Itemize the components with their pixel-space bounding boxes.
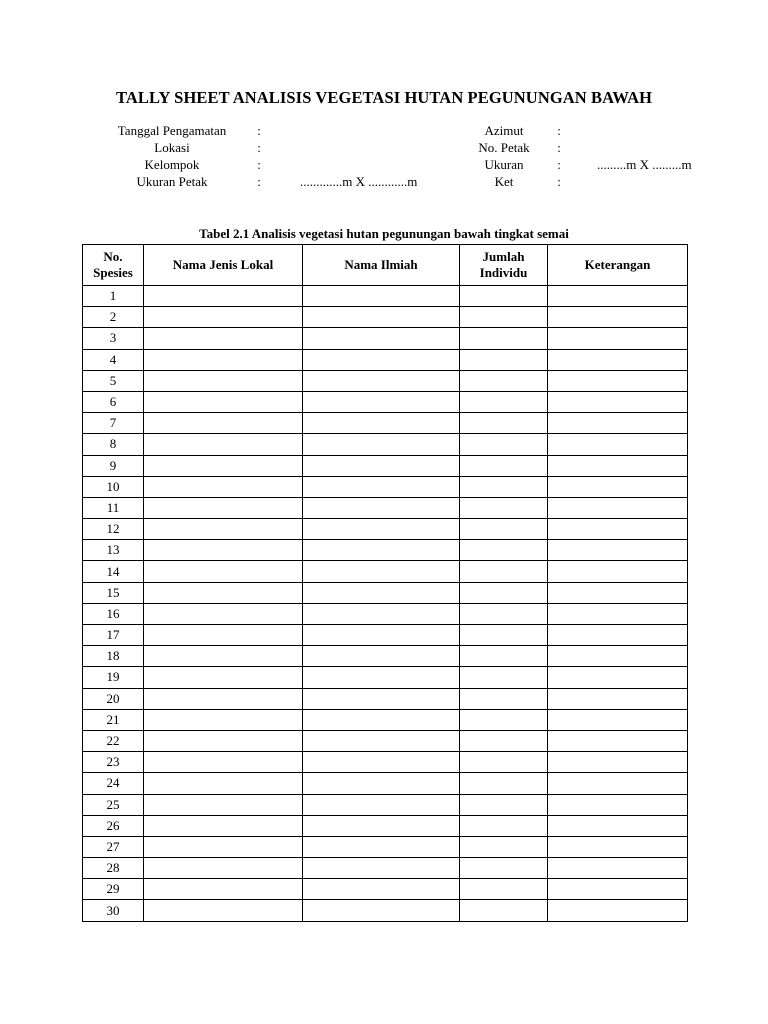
row-number: 6 <box>83 391 144 412</box>
scientific-name-cell[interactable] <box>303 307 460 328</box>
table-row <box>83 752 688 773</box>
local-name-cell[interactable] <box>144 476 303 497</box>
count-cell[interactable] <box>460 603 548 624</box>
header-keterangan: Keterangan <box>548 245 688 286</box>
meta-row-ukuran-petak <box>100 173 417 190</box>
notes-cell[interactable] <box>548 307 688 328</box>
notes-cell[interactable] <box>548 667 688 688</box>
local-name-cell[interactable] <box>144 434 303 455</box>
count-cell[interactable] <box>460 455 548 476</box>
count-cell[interactable] <box>460 391 548 412</box>
row-number: 7 <box>83 413 144 434</box>
count-cell[interactable] <box>460 688 548 709</box>
scientific-name-cell[interactable] <box>303 858 460 879</box>
table-row <box>83 286 688 307</box>
local-name-cell[interactable] <box>144 540 303 561</box>
header-text: Individu <box>479 265 528 280</box>
table-row <box>83 349 688 370</box>
meta-colon: : <box>557 174 561 189</box>
row-number: 8 <box>83 434 144 455</box>
table-row <box>83 561 688 582</box>
meta-label: Azimut <box>484 123 524 138</box>
count-cell[interactable] <box>460 773 548 794</box>
table-body <box>83 286 688 922</box>
table-row <box>83 434 688 455</box>
count-cell[interactable] <box>460 540 548 561</box>
row-number: 16 <box>83 603 144 624</box>
meta-row-ukuran <box>467 156 692 173</box>
notes-cell[interactable] <box>548 900 688 921</box>
notes-cell[interactable] <box>548 773 688 794</box>
row-number: 20 <box>83 688 144 709</box>
count-cell[interactable] <box>460 286 548 307</box>
local-name-cell[interactable] <box>144 519 303 540</box>
table-row <box>83 688 688 709</box>
meta-label: No. Petak <box>478 140 530 155</box>
local-name-cell[interactable] <box>144 815 303 836</box>
local-name-cell[interactable] <box>144 836 303 857</box>
count-cell[interactable] <box>460 646 548 667</box>
table-row <box>83 582 688 603</box>
table-row <box>83 391 688 412</box>
row-number: 13 <box>83 540 144 561</box>
local-name-cell[interactable] <box>144 370 303 391</box>
scientific-name-cell[interactable] <box>303 688 460 709</box>
row-number: 4 <box>83 349 144 370</box>
scientific-name-cell[interactable] <box>303 286 460 307</box>
count-cell[interactable] <box>460 858 548 879</box>
table-row <box>83 603 688 624</box>
count-cell[interactable] <box>460 561 548 582</box>
local-name-cell[interactable] <box>144 709 303 730</box>
table-row <box>83 900 688 921</box>
meta-label: Ukuran <box>484 157 524 172</box>
notes-cell[interactable] <box>548 858 688 879</box>
notes-cell[interactable] <box>548 752 688 773</box>
count-cell[interactable] <box>460 349 548 370</box>
count-cell[interactable] <box>460 794 548 815</box>
table-row <box>83 794 688 815</box>
table-row <box>83 858 688 879</box>
row-number: 21 <box>83 709 144 730</box>
count-cell[interactable] <box>460 836 548 857</box>
table-row <box>83 519 688 540</box>
row-number: 9 <box>83 455 144 476</box>
row-number: 10 <box>83 476 144 497</box>
local-name-cell[interactable] <box>144 773 303 794</box>
scientific-name-cell[interactable] <box>303 349 460 370</box>
local-name-cell[interactable] <box>144 391 303 412</box>
row-number: 11 <box>83 497 144 518</box>
table-header-row <box>83 245 688 286</box>
table-row <box>83 413 688 434</box>
notes-cell[interactable] <box>548 328 688 349</box>
table-row <box>83 370 688 391</box>
notes-cell[interactable] <box>548 540 688 561</box>
row-number: 29 <box>83 879 144 900</box>
scientific-name-cell[interactable] <box>303 561 460 582</box>
header-text: No. <box>103 249 123 264</box>
row-number: 26 <box>83 815 144 836</box>
meta-row-no-petak <box>467 139 692 156</box>
local-name-cell[interactable] <box>144 497 303 518</box>
count-cell[interactable] <box>460 370 548 391</box>
local-name-cell[interactable] <box>144 582 303 603</box>
notes-cell[interactable] <box>548 561 688 582</box>
table-row <box>83 667 688 688</box>
scientific-name-cell[interactable] <box>303 794 460 815</box>
scientific-name-cell[interactable] <box>303 413 460 434</box>
row-number: 23 <box>83 752 144 773</box>
row-number: 27 <box>83 836 144 857</box>
count-cell[interactable] <box>460 730 548 751</box>
notes-cell[interactable] <box>548 476 688 497</box>
count-cell[interactable] <box>460 497 548 518</box>
count-cell[interactable] <box>460 434 548 455</box>
meta-label: Tanggal Pengamatan <box>117 123 227 138</box>
header-no-spesies <box>83 245 144 286</box>
meta-row-kelompok <box>100 156 417 173</box>
meta-label: Kelompok <box>144 157 200 172</box>
local-name-cell[interactable] <box>144 307 303 328</box>
notes-cell[interactable] <box>548 434 688 455</box>
local-name-cell[interactable] <box>144 349 303 370</box>
meta-row-lokasi <box>100 139 417 156</box>
table-row <box>83 497 688 518</box>
count-cell[interactable] <box>460 413 548 434</box>
table-row <box>83 709 688 730</box>
notes-cell[interactable] <box>548 730 688 751</box>
notes-cell[interactable] <box>548 603 688 624</box>
scientific-name-cell[interactable] <box>303 836 460 857</box>
meta-left-block <box>100 122 417 190</box>
count-cell[interactable] <box>460 900 548 921</box>
table-row <box>83 773 688 794</box>
notes-cell[interactable] <box>548 349 688 370</box>
row-number: 28 <box>83 858 144 879</box>
count-cell[interactable] <box>460 815 548 836</box>
notes-cell[interactable] <box>548 646 688 667</box>
table-row <box>83 879 688 900</box>
meta-colon: : <box>557 140 561 155</box>
local-name-cell[interactable] <box>144 730 303 751</box>
notes-cell[interactable] <box>548 709 688 730</box>
notes-cell[interactable] <box>548 582 688 603</box>
table-row <box>83 307 688 328</box>
scientific-name-cell[interactable] <box>303 582 460 603</box>
scientific-name-cell[interactable] <box>303 434 460 455</box>
row-number: 5 <box>83 370 144 391</box>
row-number: 18 <box>83 646 144 667</box>
row-number: 25 <box>83 794 144 815</box>
row-number: 22 <box>83 730 144 751</box>
row-number: 12 <box>83 519 144 540</box>
notes-cell[interactable] <box>548 455 688 476</box>
local-name-cell[interactable] <box>144 879 303 900</box>
local-name-cell[interactable] <box>144 752 303 773</box>
meta-colon: : <box>257 174 261 189</box>
notes-cell[interactable] <box>548 413 688 434</box>
row-number: 30 <box>83 900 144 921</box>
scientific-name-cell[interactable] <box>303 709 460 730</box>
scientific-name-cell[interactable] <box>303 497 460 518</box>
count-cell[interactable] <box>460 582 548 603</box>
count-cell[interactable] <box>460 879 548 900</box>
row-number: 2 <box>83 307 144 328</box>
scientific-name-cell[interactable] <box>303 752 460 773</box>
notes-cell[interactable] <box>548 879 688 900</box>
table-row <box>83 730 688 751</box>
scientific-name-cell[interactable] <box>303 646 460 667</box>
local-name-cell[interactable] <box>144 625 303 646</box>
local-name-cell[interactable] <box>144 858 303 879</box>
notes-cell[interactable] <box>548 286 688 307</box>
table-row <box>83 540 688 561</box>
count-cell[interactable] <box>460 625 548 646</box>
table-row <box>83 815 688 836</box>
notes-cell[interactable] <box>548 794 688 815</box>
notes-cell[interactable] <box>548 519 688 540</box>
scientific-name-cell[interactable] <box>303 773 460 794</box>
scientific-name-cell[interactable] <box>303 667 460 688</box>
tally-table <box>82 244 688 922</box>
count-cell[interactable] <box>460 667 548 688</box>
local-name-cell[interactable] <box>144 646 303 667</box>
scientific-name-cell[interactable] <box>303 603 460 624</box>
local-name-cell[interactable] <box>144 794 303 815</box>
meta-row-azimut <box>467 122 692 139</box>
local-name-cell[interactable] <box>144 413 303 434</box>
row-number: 3 <box>83 328 144 349</box>
local-name-cell[interactable] <box>144 900 303 921</box>
count-cell[interactable] <box>460 307 548 328</box>
row-number: 24 <box>83 773 144 794</box>
table-row <box>83 836 688 857</box>
row-number: 19 <box>83 667 144 688</box>
table-row <box>83 476 688 497</box>
table-row <box>83 646 688 667</box>
header-nama-jenis-lokal: Nama Jenis Lokal <box>144 245 303 286</box>
row-number: 15 <box>83 582 144 603</box>
scientific-name-cell[interactable] <box>303 519 460 540</box>
count-cell[interactable] <box>460 752 548 773</box>
local-name-cell[interactable] <box>144 561 303 582</box>
header-text: Jumlah <box>482 249 525 264</box>
notes-cell[interactable] <box>548 836 688 857</box>
meta-colon: : <box>257 157 261 172</box>
scientific-name-cell[interactable] <box>303 730 460 751</box>
scientific-name-cell[interactable] <box>303 815 460 836</box>
table-row <box>83 328 688 349</box>
meta-colon: : <box>557 123 561 138</box>
scientific-name-cell[interactable] <box>303 900 460 921</box>
header-jumlah-individu <box>460 245 548 286</box>
count-cell[interactable] <box>460 328 548 349</box>
scientific-name-cell[interactable] <box>303 625 460 646</box>
header-text: Spesies <box>93 265 133 280</box>
meta-label: Lokasi <box>154 140 190 155</box>
table-row <box>83 455 688 476</box>
scientific-name-cell[interactable] <box>303 476 460 497</box>
meta-label: Ket <box>494 174 514 189</box>
scientific-name-cell[interactable] <box>303 879 460 900</box>
local-name-cell[interactable] <box>144 688 303 709</box>
scientific-name-cell[interactable] <box>303 370 460 391</box>
meta-colon: : <box>557 157 561 172</box>
scientific-name-cell[interactable] <box>303 540 460 561</box>
count-cell[interactable] <box>460 709 548 730</box>
scientific-name-cell[interactable] <box>303 328 460 349</box>
header-nama-ilmiah: Nama Ilmiah <box>303 245 460 286</box>
local-name-cell[interactable] <box>144 286 303 307</box>
notes-cell[interactable] <box>548 815 688 836</box>
row-number: 17 <box>83 625 144 646</box>
notes-cell[interactable] <box>548 688 688 709</box>
meta-value: .............m X ............m <box>300 174 418 189</box>
scientific-name-cell[interactable] <box>303 391 460 412</box>
meta-right-block <box>467 122 692 190</box>
meta-row-tanggal <box>100 122 417 139</box>
document-title: TALLY SHEET ANALISIS VEGETASI HUTAN PEGUNUNGAN BAWAH <box>115 88 653 107</box>
table-caption: Tabel 2.1 Analisis vegetasi hutan pegunungan bawah tingkat semai <box>199 226 569 241</box>
local-name-cell[interactable] <box>144 328 303 349</box>
table-row <box>83 625 688 646</box>
local-name-cell[interactable] <box>144 603 303 624</box>
count-cell[interactable] <box>460 476 548 497</box>
local-name-cell[interactable] <box>144 455 303 476</box>
row-number: 14 <box>83 561 144 582</box>
meta-colon: : <box>257 123 261 138</box>
meta-value: .........m X .........m <box>597 157 692 172</box>
local-name-cell[interactable] <box>144 667 303 688</box>
notes-cell[interactable] <box>548 370 688 391</box>
notes-cell[interactable] <box>548 497 688 518</box>
count-cell[interactable] <box>460 519 548 540</box>
notes-cell[interactable] <box>548 391 688 412</box>
meta-label: Ukuran Petak <box>136 174 208 189</box>
row-number: 1 <box>83 286 144 307</box>
meta-colon: : <box>257 140 261 155</box>
meta-row-ket <box>467 173 692 190</box>
scientific-name-cell[interactable] <box>303 455 460 476</box>
notes-cell[interactable] <box>548 625 688 646</box>
